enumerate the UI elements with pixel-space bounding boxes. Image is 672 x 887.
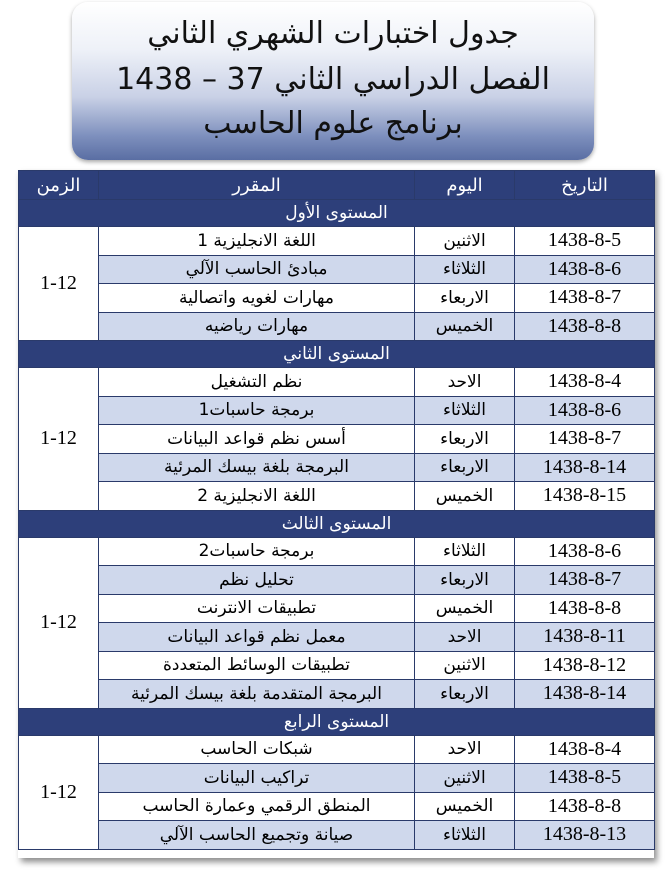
exam-course: اللغة الانجليزية 2 — [99, 482, 415, 511]
level-header-row — [19, 200, 655, 227]
exam-date: 1438-8-8 — [515, 312, 655, 341]
title-banner — [72, 2, 594, 160]
exam-row — [19, 821, 655, 850]
exam-date: 1438-8-8 — [515, 792, 655, 821]
exam-day: الاثنين — [415, 651, 515, 680]
exam-course: تطبيقات الانترنت — [99, 594, 415, 623]
exam-row — [19, 594, 655, 623]
exam-time: 1-12 — [19, 537, 99, 708]
schedule-body — [19, 200, 655, 850]
exam-course: أسس نظم قواعد البيانات — [99, 425, 415, 454]
exam-day: الاثنين — [415, 227, 515, 256]
schedule-table — [18, 170, 655, 850]
exam-course: البرمجة بلغة بيسك المرئية — [99, 453, 415, 482]
exam-course: المنطق الرقمي وعمارة الحاسب — [99, 792, 415, 821]
level-header-row — [19, 708, 655, 735]
exam-row — [19, 764, 655, 793]
exam-day: الخميس — [415, 792, 515, 821]
exam-date: 1438-8-6 — [515, 396, 655, 425]
banner-title: جدول اختبارات الشهري الثاني — [147, 16, 519, 51]
exam-row — [19, 425, 655, 454]
exam-day: الثلاثاء — [415, 396, 515, 425]
exam-day: الاربعاء — [415, 453, 515, 482]
exam-course: تطبيقات الوسائط المتعددة — [99, 651, 415, 680]
exam-time: 1-12 — [19, 227, 99, 341]
exam-day: الاحد — [415, 623, 515, 652]
exam-course: تحليل نظم — [99, 566, 415, 595]
exam-course: شبكات الحاسب — [99, 735, 415, 764]
exam-row — [19, 623, 655, 652]
exam-course: مبادئ الحاسب الآلي — [99, 255, 415, 284]
exam-day: الثلاثاء — [415, 537, 515, 566]
exam-day: الاثنين — [415, 764, 515, 793]
exam-date: 1438-8-13 — [515, 821, 655, 850]
exam-course: مهارات رياضيه — [99, 312, 415, 341]
header-course: المقرر — [99, 171, 415, 200]
exam-date: 1438-8-6 — [515, 537, 655, 566]
exam-day: الخميس — [415, 594, 515, 623]
exam-day: الاربعاء — [415, 284, 515, 313]
header-date: التاريخ — [515, 171, 655, 200]
exam-row — [19, 735, 655, 764]
exam-row — [19, 368, 655, 397]
exam-day: الاربعاء — [415, 566, 515, 595]
exam-row — [19, 227, 655, 256]
header-time: الزمن — [19, 171, 99, 200]
exam-course: معمل نظم قواعد البيانات — [99, 623, 415, 652]
exam-course: البرمجة المتقدمة بلغة بيسك المرئية — [99, 680, 415, 709]
exam-date: 1438-8-5 — [515, 227, 655, 256]
exam-row — [19, 396, 655, 425]
exam-date: 1438-8-7 — [515, 425, 655, 454]
level-header-row — [19, 341, 655, 368]
exam-row — [19, 566, 655, 595]
exam-row — [19, 284, 655, 313]
exam-day: الخميس — [415, 482, 515, 511]
level-name: المستوى الثاني — [19, 341, 655, 368]
exam-course: مهارات لغويه واتصالية — [99, 284, 415, 313]
header-day: اليوم — [415, 171, 515, 200]
exam-day: الخميس — [415, 312, 515, 341]
banner-program: برنامج علوم الحاسب — [203, 106, 463, 141]
exam-date: 1438-8-12 — [515, 651, 655, 680]
exam-day: الثلاثاء — [415, 821, 515, 850]
exam-date: 1438-8-4 — [515, 368, 655, 397]
exam-row — [19, 453, 655, 482]
level-name: المستوى الرابع — [19, 708, 655, 735]
exam-day: الاحد — [415, 735, 515, 764]
exam-date: 1438-8-6 — [515, 255, 655, 284]
exam-day: الثلاثاء — [415, 255, 515, 284]
exam-course: برمجة حاسبات1 — [99, 396, 415, 425]
exam-row — [19, 792, 655, 821]
exam-time: 1-12 — [19, 735, 99, 849]
exam-course: نظم التشغيل — [99, 368, 415, 397]
exam-date: 1438-8-8 — [515, 594, 655, 623]
exam-day: الاحد — [415, 368, 515, 397]
exam-date: 1438-8-11 — [515, 623, 655, 652]
exam-date: 1438-8-15 — [515, 482, 655, 511]
exam-row — [19, 537, 655, 566]
exam-date: 1438-8-14 — [515, 680, 655, 709]
exam-row — [19, 255, 655, 284]
banner-semester: الفصل الدراسي الثاني 37 – 1438 — [116, 62, 550, 97]
exam-date: 1438-8-7 — [515, 284, 655, 313]
exam-row — [19, 680, 655, 709]
exam-row — [19, 651, 655, 680]
exam-date: 1438-8-14 — [515, 453, 655, 482]
schedule-table-container — [18, 170, 654, 858]
exam-course: تراكيب البيانات — [99, 764, 415, 793]
level-header-row — [19, 510, 655, 537]
exam-course: صيانة وتجميع الحاسب الآلي — [99, 821, 415, 850]
exam-date: 1438-8-4 — [515, 735, 655, 764]
exam-day: الاربعاء — [415, 425, 515, 454]
level-name: المستوى الأول — [19, 200, 655, 227]
exam-course: برمجة حاسبات2 — [99, 537, 415, 566]
exam-date: 1438-8-7 — [515, 566, 655, 595]
header-row — [19, 171, 655, 200]
level-name: المستوى الثالث — [19, 510, 655, 537]
exam-row — [19, 312, 655, 341]
exam-course: اللغة الانجليزية 1 — [99, 227, 415, 256]
exam-time: 1-12 — [19, 368, 99, 511]
exam-row — [19, 482, 655, 511]
exam-date: 1438-8-5 — [515, 764, 655, 793]
exam-day: الاربعاء — [415, 680, 515, 709]
